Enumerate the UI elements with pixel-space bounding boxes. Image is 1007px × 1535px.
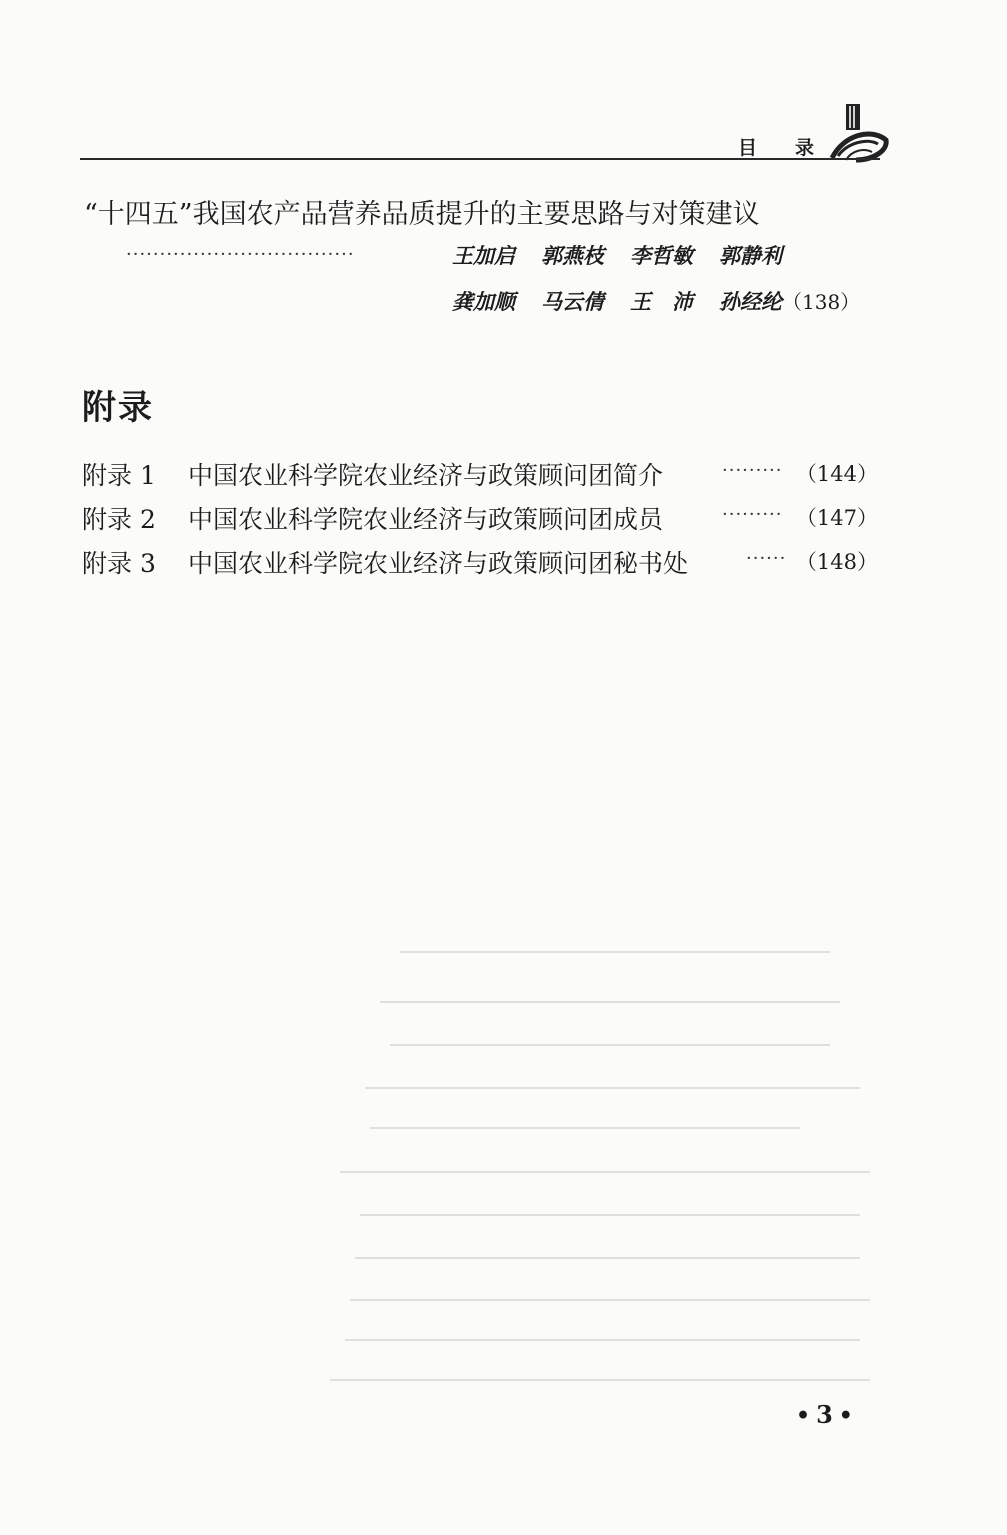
author: 马云倩 bbox=[541, 289, 604, 314]
author: 郭燕枝 bbox=[541, 243, 604, 268]
author: 龚加顺 bbox=[452, 289, 515, 314]
appendix-item bbox=[82, 544, 878, 584]
header-rule bbox=[80, 158, 880, 160]
running-head bbox=[738, 133, 814, 160]
page-ref: （138） bbox=[782, 290, 861, 314]
appendix-item bbox=[82, 456, 878, 496]
author: 郭静利 bbox=[719, 243, 782, 268]
article-title: “十四五”我国农产品营养品质提升的主要思路与对策建议 bbox=[84, 199, 760, 230]
book-emblem-icon bbox=[826, 100, 890, 166]
author: 王加启 bbox=[452, 243, 515, 268]
section-heading: 附录 bbox=[82, 388, 154, 428]
authors-line-2 bbox=[452, 286, 860, 316]
appendix-label: 附录 1 bbox=[82, 461, 156, 490]
author: 孙经纶 bbox=[719, 289, 782, 314]
appendix-title: 中国农业科学院农业经济与政策顾问团秘书处 bbox=[188, 549, 689, 578]
running-head-left: 目 bbox=[738, 137, 758, 159]
author: 李哲敏 bbox=[630, 243, 693, 268]
leader-dots: ········· bbox=[722, 460, 783, 481]
page-ref: （148） bbox=[795, 550, 878, 574]
page-number: • 3 • bbox=[796, 1400, 853, 1429]
appendix-label: 附录 3 bbox=[82, 549, 156, 578]
leader-dots: ·································· bbox=[126, 244, 355, 265]
appendix-title: 中国农业科学院农业经济与政策顾问团成员 bbox=[188, 505, 664, 534]
appendix-label: 附录 2 bbox=[82, 505, 156, 534]
author: 王 沛 bbox=[630, 289, 693, 314]
authors-line-1 bbox=[452, 240, 782, 270]
running-head-right: 录 bbox=[795, 137, 815, 159]
page-ref: （147） bbox=[795, 506, 878, 530]
page-ref: （144） bbox=[795, 462, 878, 486]
appendix-item bbox=[82, 500, 878, 540]
leader-dots: ······ bbox=[746, 548, 787, 569]
leader-dots: ········· bbox=[722, 504, 783, 525]
appendix-title: 中国农业科学院农业经济与政策顾问团简介 bbox=[188, 461, 664, 490]
